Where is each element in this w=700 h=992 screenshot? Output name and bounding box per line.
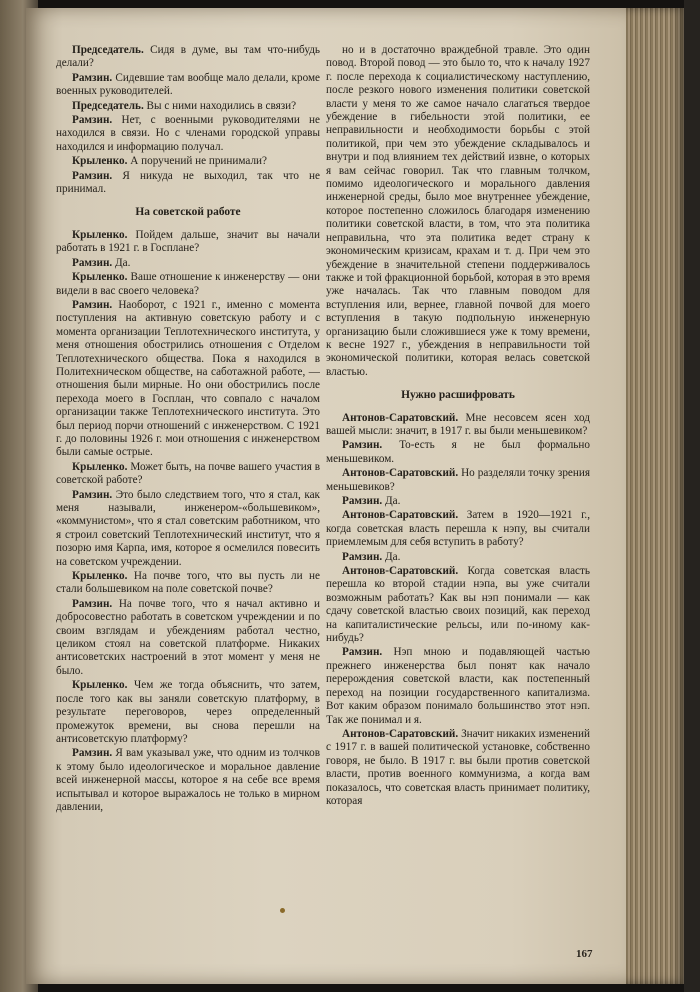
- dialogue-paragraph: [326, 495, 590, 508]
- speaker-name: Рамзин.: [72, 747, 113, 760]
- paragraph-text: То-есть я не был формально меньшевиком.: [326, 439, 590, 465]
- speaker-name: Рамзин.: [72, 114, 113, 127]
- paragraph-text: Это было следствием того, что я стал, как меня называли, инженером-«большевиком», «коммунистом», что я стал советским работником, что я строил советский Теплотехнический институт, что я позорю имя Карпа, имя, которое я осмелился повесить на советском учреждении.: [56, 488, 320, 568]
- page-number: 167: [576, 948, 593, 960]
- dialogue-paragraph: [326, 509, 590, 549]
- speaker-name: Председатель.: [72, 44, 144, 56]
- dialogue-paragraph: [56, 747, 320, 814]
- speaker-name: Крыленко.: [72, 460, 128, 473]
- speaker-name: Рамзин.: [72, 169, 113, 182]
- book-cover-edge: [684, 0, 700, 992]
- paragraph-text: Да.: [385, 550, 401, 563]
- speaker-name: Рамзин.: [72, 71, 113, 84]
- dialogue-paragraph: [56, 100, 320, 113]
- paragraph-text: Когда советская власть перешла ко второй стадии нэпа, вы уже считали возможным работать? Как вы нэп понимали — как сдачу советской властью своих позиций, как переход на капиталистические рельсы, или по-иному как-нибудь?: [326, 565, 590, 645]
- dialogue-paragraph: [326, 44, 590, 379]
- paragraph-text: Нэп мною и подавляющей частью прежнего инженерства был понят как начало перерождения советской власти, как постепенный переход на позиции государственного капитализма. Вот каким образом понимало большинство этот нэп. Так же понимал и я.: [326, 646, 590, 726]
- speaker-name: Крыленко.: [72, 155, 128, 168]
- paragraph-text: Вы с ними находились в связи?: [146, 99, 297, 112]
- paragraph-text: Затем в 1920—1921 г., когда советская власть перешла к нэпу, вы считали приемлемым для себя вступить в работу?: [326, 509, 590, 549]
- paragraph-text: Может быть, на почве вашего участия в советской работе?: [56, 460, 320, 487]
- book-page: [26, 8, 632, 984]
- speaker-name: Рамзин.: [342, 550, 383, 563]
- dialogue-paragraph: [326, 565, 590, 645]
- speaker-name: Антонов-Саратовский.: [342, 565, 459, 578]
- paragraph-text: Сидевшие там вообще мало делали, кроме военных руководителей.: [56, 71, 320, 98]
- dialogue-paragraph: [326, 439, 590, 466]
- speaker-name: Председатель.: [72, 99, 144, 112]
- section-heading: На советской работе: [135, 206, 241, 219]
- ink-dot: [280, 908, 285, 913]
- dialogue-paragraph: [326, 467, 590, 494]
- speaker-name: Рамзин.: [72, 298, 113, 311]
- dialogue-paragraph: [56, 114, 320, 154]
- paragraph-text: Ваше отношение к инженерству — они видели в вас своего человека?: [56, 271, 320, 297]
- paragraph-text: Мне несовсем ясен ход вашей мысли: значит, в 1917 г. вы были меньшевиком?: [326, 411, 590, 437]
- dialogue-paragraph: [326, 728, 590, 808]
- speaker-name: Крыленко.: [72, 679, 128, 692]
- paragraph-text: Я никуда не выходил, так что не принимал.: [56, 169, 320, 196]
- paragraph-text: А поручений не принимали?: [130, 155, 267, 168]
- dialogue-paragraph: [56, 598, 320, 678]
- paragraph-text: Пойдем дальше, значит вы начали работать в 1921 г. в Госплане?: [56, 228, 320, 255]
- speaker-name: Крыленко.: [72, 271, 128, 284]
- speaker-name: Антонов-Саратовский.: [342, 411, 459, 424]
- speaker-name: Рамзин.: [342, 439, 383, 452]
- section-heading: Нужно расшифровать: [401, 389, 515, 402]
- speaker-name: Антонов-Саратовский.: [342, 467, 459, 480]
- paragraph-text: Я вам указывал уже, что одним из толчков к этому было идеологическое и моральное давление всей инженерной массы, которое я на себе все время испытывал и которое выражалось не только в мирном давлении,: [56, 747, 320, 813]
- dialogue-paragraph: [56, 257, 320, 270]
- paragraph-text: Да.: [115, 256, 131, 269]
- dialogue-paragraph: [56, 72, 320, 99]
- dialogue-paragraph: [56, 489, 320, 569]
- paragraph-text: Да.: [385, 495, 401, 507]
- speaker-name: Антонов-Саратовский.: [342, 727, 459, 740]
- speaker-name: Рамзин.: [72, 256, 113, 269]
- dialogue-paragraph: [56, 170, 320, 197]
- dialogue-paragraph: [56, 461, 320, 488]
- left-text-column: [56, 44, 320, 954]
- dialogue-paragraph: [56, 679, 320, 746]
- dialogue-paragraph: [56, 271, 320, 298]
- dialogue-paragraph: [326, 551, 590, 564]
- paragraph-text: Но разделяли точку зрения меньшевиков?: [326, 467, 590, 493]
- speaker-name: Рамзин.: [72, 488, 113, 501]
- page-block-edge: [626, 8, 686, 984]
- dialogue-paragraph: [56, 44, 320, 71]
- paragraph-text: Значит никаких изменений с 1917 г. в вашей политической установке, собственно говоря, не было. В 1917 г. вы были против советской власти, против военного коммунизма, а когда вам показалось, что советская власть принимает политику, которая: [326, 727, 590, 807]
- speaker-name: Рамзин.: [342, 646, 383, 659]
- speaker-name: Рамзин.: [72, 597, 113, 610]
- right-text-column: [326, 44, 590, 954]
- dialogue-paragraph: [56, 299, 320, 460]
- speaker-name: Рамзин.: [342, 495, 383, 507]
- dialogue-paragraph: [56, 229, 320, 256]
- paragraph-text: Нет, с военными руководителями не находился в связи. Но с членами городской управы находился и информацию получал.: [56, 114, 320, 153]
- paragraph-text: Чем же тогда объяснить, что затем, после того как вы заняли советскую платформу, в результате переговоров, через определенный промежуток времени, вы снова перешли на антисоветскую платформу?: [56, 679, 320, 745]
- dialogue-paragraph: [56, 155, 320, 168]
- speaker-name: Крыленко.: [72, 570, 128, 583]
- paragraph-text: Сидя в думе, вы там что-нибудь делали?: [56, 44, 320, 70]
- dialogue-paragraph: [326, 646, 590, 726]
- dialogue-paragraph: [326, 412, 590, 439]
- paragraph-text: На почве того, что вы пусть ли не стали большевиком на поле советской почве?: [56, 570, 320, 596]
- paragraph-text: На почве того, что я начал активно и добросовестно работать в советском учреждении и по своим взглядам и убеждениям работал честно, целиком стоял на советской платформе. Никаких антисоветских настроений в этот момент у меня не было.: [56, 597, 320, 677]
- paragraph-text: но и в достаточно враждебной травле. Это один повод. Второй повод — это было то, что к началу 1927 г. после перехода к социалистическому наступлению, после резкого нового изменения политики советской власти у меня то же самое начало слагаться твердое убеждение в гибельности этой политики, ее неправильности и необходимости борьбы с этой политикой, при чем это убеждение складывалось и внутри и под влиянием тех действий извне, о которых я вам сейчас говорил. Так что главным толчком, помимо идеологического и морального давления инженерной среды, было мое внутреннее убеждение, которое постепенно сложилось благодаря изменению политики советской власти, в том, что эта политика неправильна, что эта политика ведет страну к экономическим кризисам, крахам и т. д. При чем это убеждение в значительной степени поддерживалось также и той фракционной борьбой, которая в это время уже началась. Так что главным поводом для вступления или, вернее, главной почвой для моего вступления в такую подпольную инженерную организацию были сложившиеся уже к тому времени, к весне 1927 г., убеждения в неправильности той экономической политики, которая велась советской властью.: [326, 44, 590, 378]
- dialogue-paragraph: [56, 570, 320, 597]
- speaker-name: Антонов-Саратовский.: [342, 509, 459, 522]
- paragraph-text: Наоборот, с 1921 г., именно с момента поступления на активную советскую работу и с момента организации Теплотехнического института, у меня отношения обострились отношения с Отделом Теплотехнического общества. Пока я находился в Политехническом обществе, на саботажной работе, — отношения были мирные. Но они обострились после перехода моего в Госплан, что совпало с началом организации также Теплотехнического института. Это был период порчи отношений с инженерством. С 1921 г. до половины 1926 г. мои отношения с инженерством были самые острые.: [56, 298, 320, 459]
- speaker-name: Крыленко.: [72, 228, 128, 241]
